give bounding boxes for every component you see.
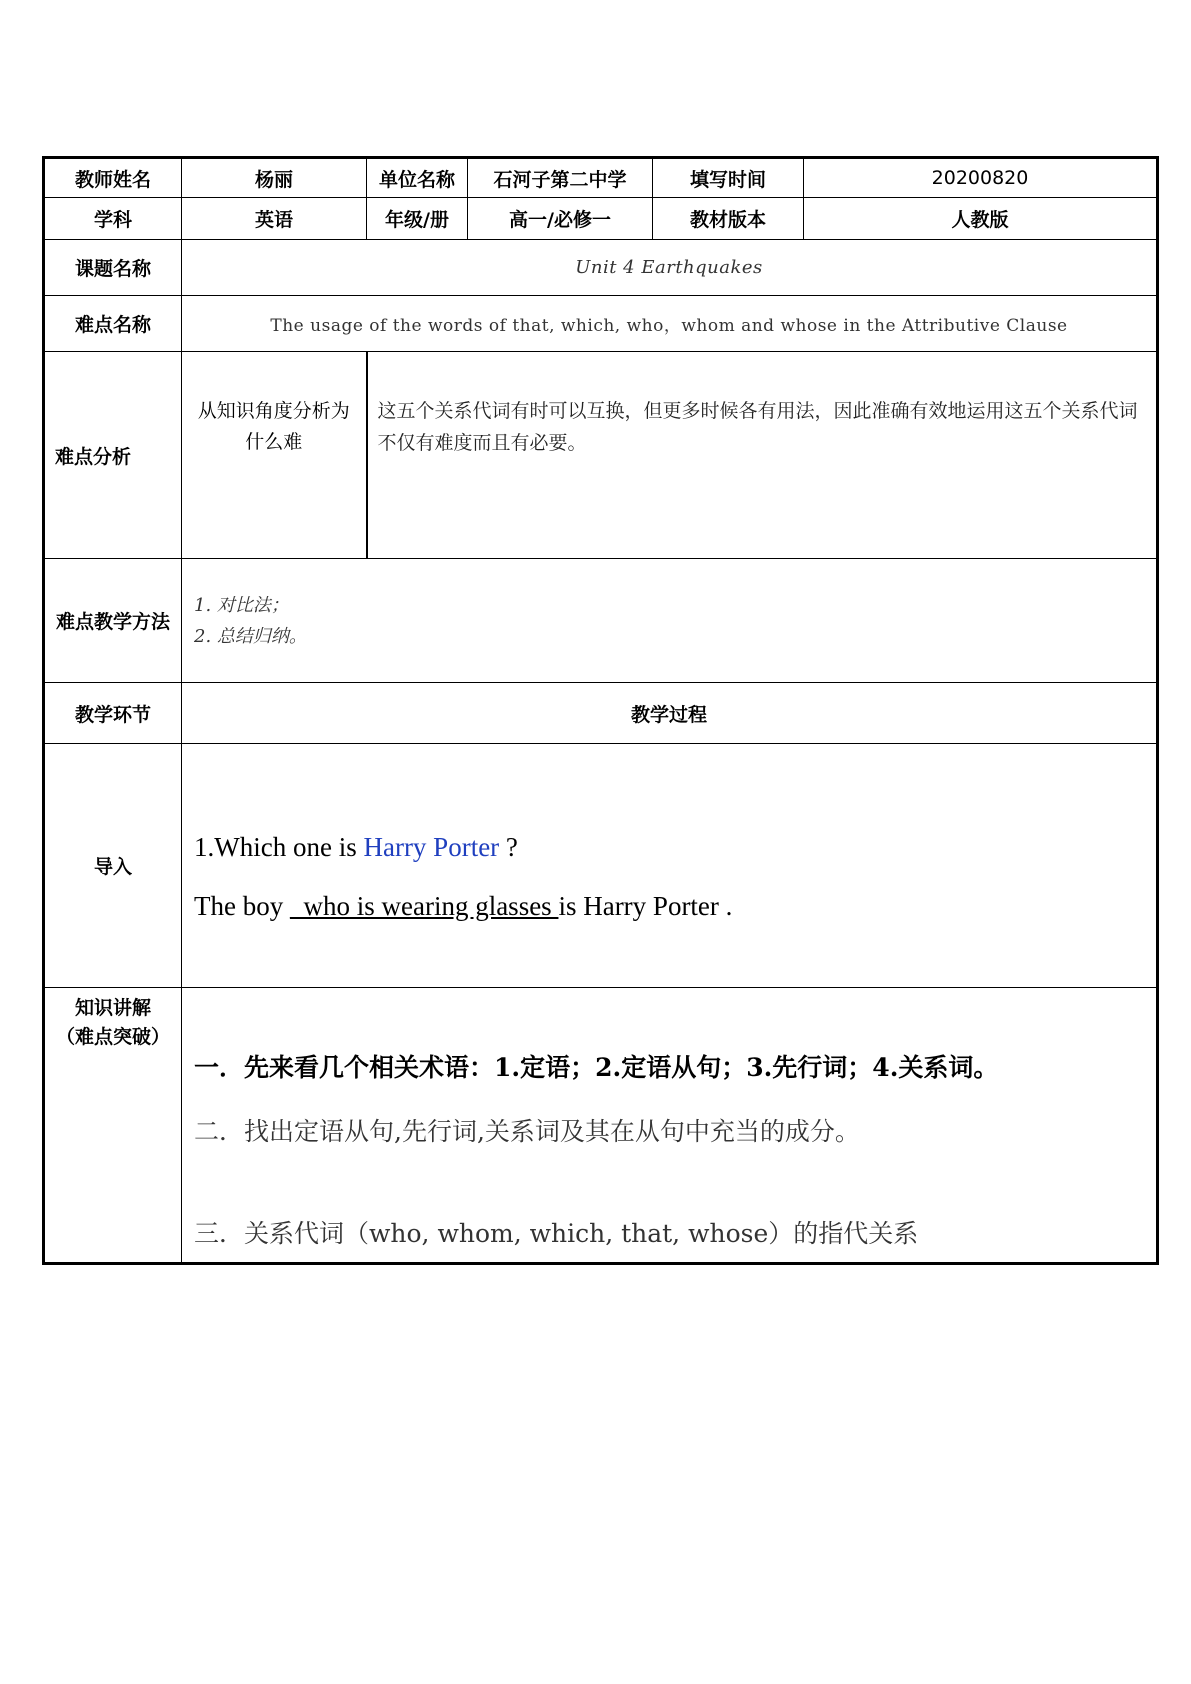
edition-value: 人教版 (804, 198, 1158, 240)
difficulty-value: The usage of the words of that, which, who，whom and whose in the Attributive Clause (182, 296, 1158, 352)
row-process-header (44, 683, 1158, 744)
process-label: 教学环节 (44, 683, 182, 744)
row-knowledge (44, 988, 1158, 1264)
grade-label: 年级/册 (367, 198, 468, 240)
topic-value: Unit 4 Earthquakes (182, 240, 1158, 296)
knowledge-sub-label: （难点突破） (55, 1026, 170, 1048)
row-subject (44, 198, 1158, 240)
row-difficulty (44, 296, 1158, 352)
knowledge-line-2: 二．找出定语从句,先行词,关系词及其在从句中充当的成分。 (194, 1117, 860, 1146)
unit-label: 单位名称 (367, 158, 468, 198)
method-item: 2. 总结归纳。 (194, 625, 307, 647)
process-value: 教学过程 (182, 683, 1158, 744)
analysis-text: 这五个关系代词有时可以互换，但更多时候各有用法，因此准确有效地运用这五个关系代词不仅有难度而且有必要。 (377, 400, 1138, 454)
edition-label: 教材版本 (653, 198, 804, 240)
row-analysis (44, 352, 1158, 559)
row-topic (44, 240, 1158, 296)
method-item: 1. 对比法； (194, 594, 289, 616)
teacher-label: 教师姓名 (44, 158, 182, 198)
knowledge-line-3: 三．关系代词（who, whom, which, that, whose）的指代关系 (194, 1219, 919, 1248)
row-method (44, 559, 1158, 683)
unit-value: 石河子第二中学 (468, 158, 653, 198)
analysis-label: 难点分析 (44, 352, 182, 559)
relative-clause: _who is wearing glasses (289, 890, 559, 921)
method-label: 难点教学方法 (44, 559, 182, 683)
intro-question: 1.Which one is Harry Porter ? (194, 831, 518, 862)
intro-answer: The boy _who is wearing glasses is Harry Porter . (194, 890, 733, 921)
row-intro (44, 744, 1158, 988)
date-label: 填写时间 (653, 158, 804, 198)
date-value: 20200820 (804, 158, 1158, 198)
difficulty-label: 难点名称 (44, 296, 182, 352)
row-teacher (44, 158, 1158, 198)
analysis-sub-label: 从知识角度分析为什么难 (197, 400, 350, 453)
grade-value: 高一/必修一 (468, 198, 653, 240)
harry-porter-name: Harry Porter (363, 831, 500, 862)
intro-content (182, 832, 1156, 922)
subject-label: 学科 (44, 198, 182, 240)
lesson-plan-table (42, 156, 1159, 1265)
knowledge-line-1: 一．先来看几个相关术语：1.定语；2.定语从句；3.先行词；4.关系词。 (194, 1053, 999, 1082)
subject-value: 英语 (182, 198, 367, 240)
topic-label: 课题名称 (44, 240, 182, 296)
intro-label: 导入 (44, 744, 182, 988)
teacher-value: 杨丽 (182, 158, 367, 198)
knowledge-label: 知识讲解 (74, 997, 151, 1019)
